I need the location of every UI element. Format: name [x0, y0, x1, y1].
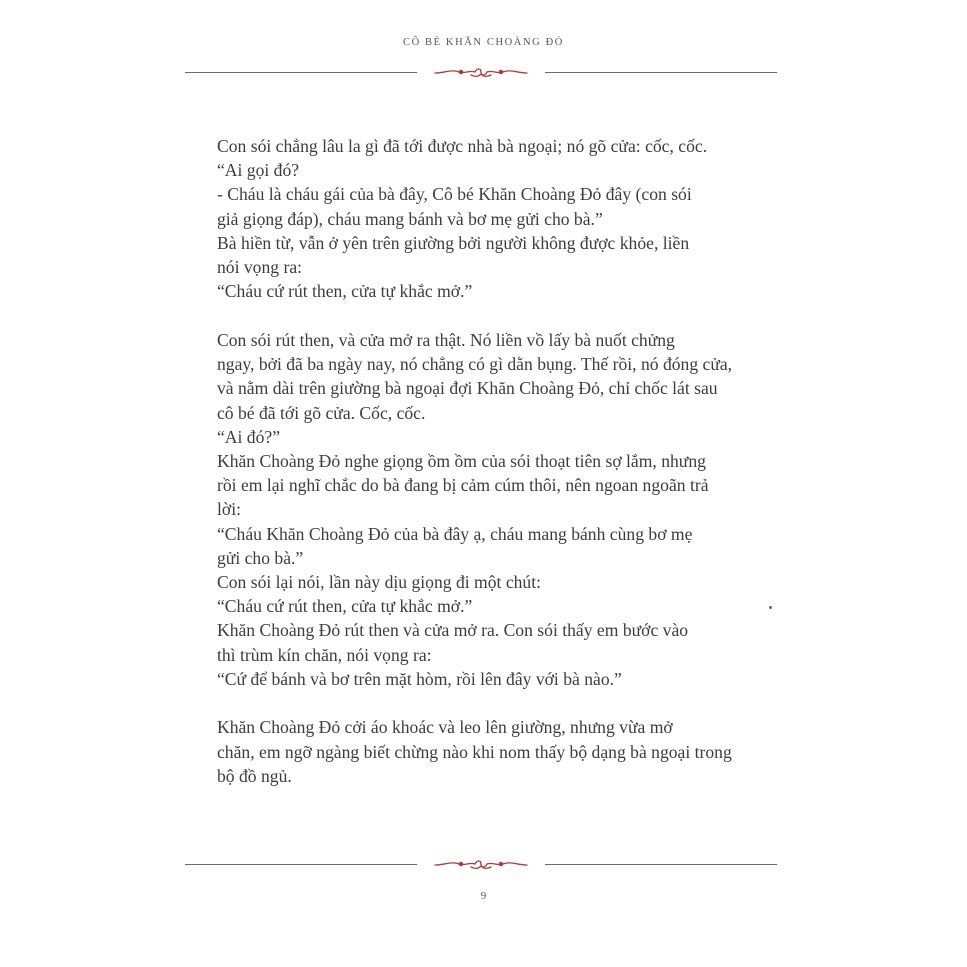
- top-divider-right-rule: [545, 72, 777, 73]
- print-speck: [769, 606, 772, 609]
- text-line: gửi cho bà.”: [217, 547, 304, 568]
- bottom-divider-left-rule: [185, 864, 417, 865]
- paragraph-gap: [217, 303, 779, 328]
- text-line: Bà hiền từ, vẫn ở yên trên giường bởi người không được khỏe, liền: [217, 232, 690, 253]
- scroll-flourish-icon: [431, 66, 531, 80]
- text-line: ngay, bởi đã ba ngày nay, nó chẳng có gì dằn bụng. Thế rồi, nó đóng cửa,: [217, 354, 733, 375]
- text-line: Khăn Choàng Đỏ rút then và cửa mở ra. Con sói thấy em bước vào: [217, 620, 689, 641]
- text-line: - Cháu là cháu gái của bà đây, Cô bé Khăn Choàng Đỏ đây (con sói: [217, 184, 692, 205]
- top-divider: [185, 66, 777, 80]
- text-line: cô bé đã tới gõ cửa. Cốc, cốc.: [217, 402, 426, 423]
- text-line: lời:: [217, 499, 241, 520]
- text-line: thì trùm kín chăn, nói vọng ra:: [217, 644, 432, 665]
- running-title: CÔ BÉ KHĂN CHOÀNG ĐỎ: [403, 37, 564, 48]
- text-line: bộ đồ ngủ.: [217, 765, 292, 786]
- text-line: Con sói chẳng lâu la gì đã tới được nhà bà ngoại; nó gõ cửa: cốc, cốc.: [217, 136, 708, 156]
- text-line: rồi em lại nghĩ chắc do bà đang bị cảm cúm thôi, nên ngoan ngoãn trả: [217, 475, 709, 496]
- text-line: “Cứ để bánh và bơ trên mặt hòm, rồi lên đây với bà nào.”: [217, 668, 622, 689]
- page-number: 9: [480, 890, 487, 902]
- text-line: Con sói rút then, và cửa mở ra thật. Nó liền vồ lấy bà nuốt chửng: [217, 329, 675, 350]
- text-line: chăn, em ngỡ ngàng biết chừng nào khi nom thấy bộ dạng bà ngoại trong: [217, 741, 732, 762]
- text-line: “Cháu Khăn Choàng Đỏ của bà đây ạ, cháu mang bánh cùng bơ mẹ: [217, 523, 693, 544]
- bottom-divider-right-rule: [545, 864, 777, 865]
- text-line: nói vọng ra:: [217, 257, 303, 278]
- text-line: “Cháu cứ rút then, cửa tự khắc mở.”: [217, 281, 473, 302]
- text-line: giả giọng đáp), cháu mang bánh và bơ mẹ gửi cho bà.”: [217, 208, 603, 229]
- text-line: và nằm dài trên giường bà ngoại đợi Khăn Choàng Đỏ, chỉ chốc lát sau: [217, 378, 718, 399]
- text-line: “Ai gọi đó?: [217, 160, 300, 181]
- text-line: Khăn Choàng Đỏ cởi áo khoác và leo lên giường, nhưng vừa mở: [217, 717, 673, 738]
- text-line: Con sói lại nói, lần này dịu giọng đi một chút:: [217, 571, 541, 592]
- body-text: [217, 134, 779, 788]
- text-line: “Cháu cứ rút then, cửa tự khắc mở.”: [217, 596, 473, 617]
- text-line: Khăn Choàng Đỏ nghe giọng ồm ồm của sói thoạt tiên sợ lắm, nhưng: [217, 450, 706, 471]
- top-divider-left-rule: [185, 72, 417, 73]
- scroll-flourish-icon: [431, 858, 531, 872]
- bottom-divider: [185, 858, 777, 872]
- text-line: “Ai đó?”: [217, 426, 281, 447]
- paragraph-gap: [217, 691, 779, 716]
